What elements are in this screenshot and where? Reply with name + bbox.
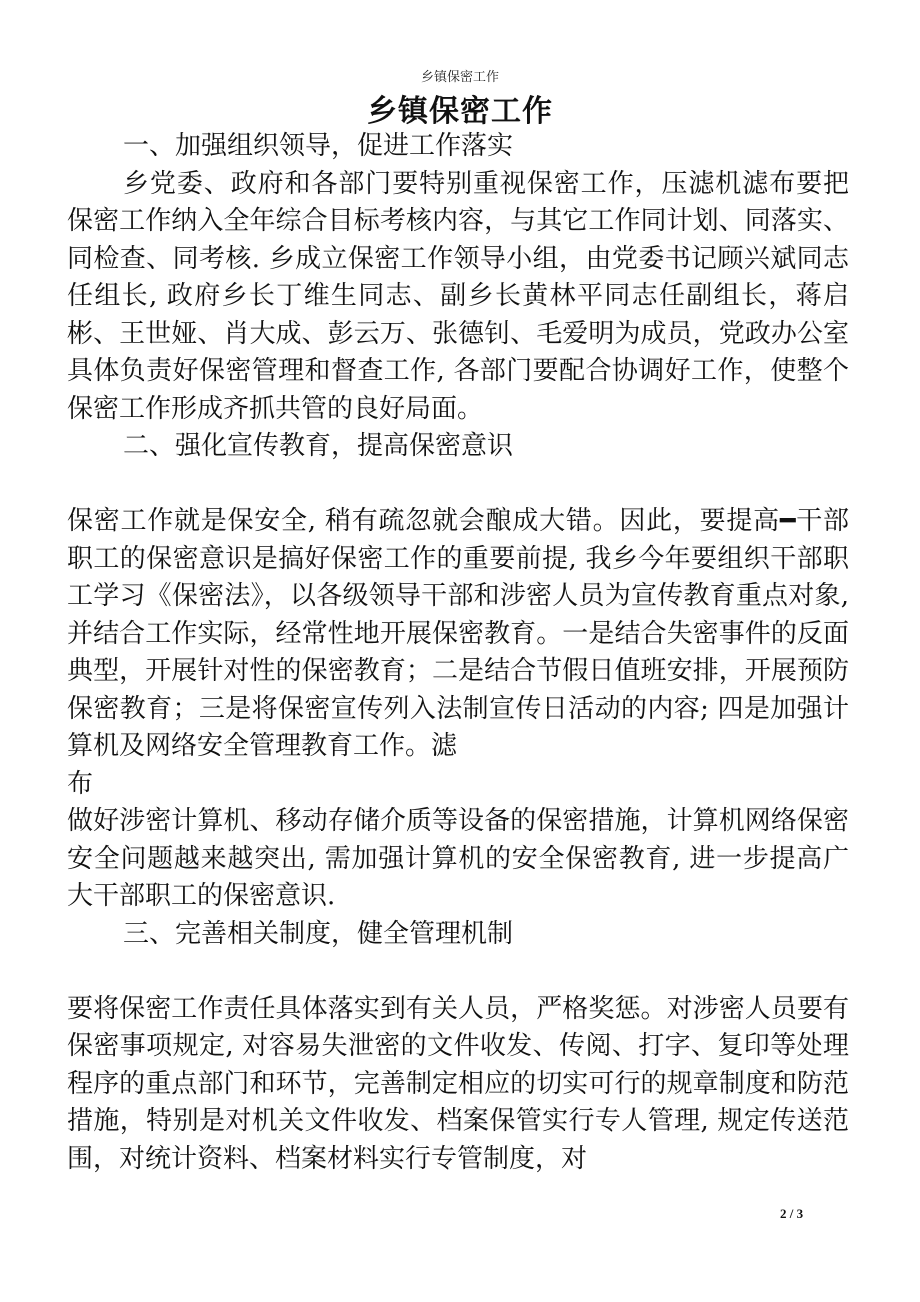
blank-line [67, 953, 849, 991]
section-2-paragraph-1: 保密工作就是保安全, 稍有疏忽就会酿成大错。因此，要提高━干部职工的保密意识是搞好保密工作的重要前提, 我乡今年要组织干部职工学习《保密法》，以各级领导干部和涉密人员为宣传教育重点对象, 并结合工作实际，经常性地开展保密教育。一是结合失密事件的反面典型，开展针对性的保密教育；二是结合节假日值班安排，开展预防保密教育；三是将保密宣传列入法制宣传日活动的内容; 四是加强计算机及网络安全管理教育工作。滤 [67, 506, 849, 761]
blank-line [67, 466, 849, 504]
section-2-heading: 二、强化宣传教育，提高保密意识 [123, 431, 514, 461]
page-number: 2 / 3 [780, 1206, 804, 1221]
section-1-heading: 一、加强组织领导，促进工作落实 [123, 131, 514, 161]
section-2-paragraph-1-tail: 布 [67, 768, 94, 799]
section-3-heading: 三、完善相关制度，健全管理机制 [123, 918, 514, 949]
section-1-paragraph: 乡党委、政府和各部门要特别重视保密工作，压滤机滤布要把保密工作纳入全年综合目标考核内容，与其它工作同计划、同落实、同检查、同考核. 乡成立保密工作领导小组，由党委书记顾兴斌同志任组长, 政府乡长丁维生同志、副乡长黄林平同志任副组长，蒋启彬、王世娅、肖大成、彭云万、张德钊、毛爱明为成员，党政办公室具体负责好保密管理和督查工作, 各部门要配合协调好工作，使整个保密工作形成齐抓共管的良好局面。 [67, 168, 849, 424]
document-title: 乡镇保密工作 [367, 94, 553, 129]
section-2-paragraph-2: 做好涉密计算机、移动存储介质等设备的保密措施，计算机网络保密安全问题越来越突出, 需加强计算机的安全保密教育, 进一步提高广大干部职工的保密意识. [67, 806, 849, 911]
running-header: 乡镇保密工作 [420, 70, 499, 85]
section-3-paragraph: 要将保密工作责任具体落实到有关人员，严格奖惩。对涉密人员要有保密事项规定, 对容易失泄密的文件收发、传阅、打字、复印等处理程序的重点部门和环节，完善制定相应的切实可行的规章制度和防范措施，特别是对机关文件收发、档案保管实行专人管理, 规定传送范围，对统计资料、档案材料实行专管制度，对 [67, 993, 849, 1174]
document-body [67, 128, 849, 1178]
